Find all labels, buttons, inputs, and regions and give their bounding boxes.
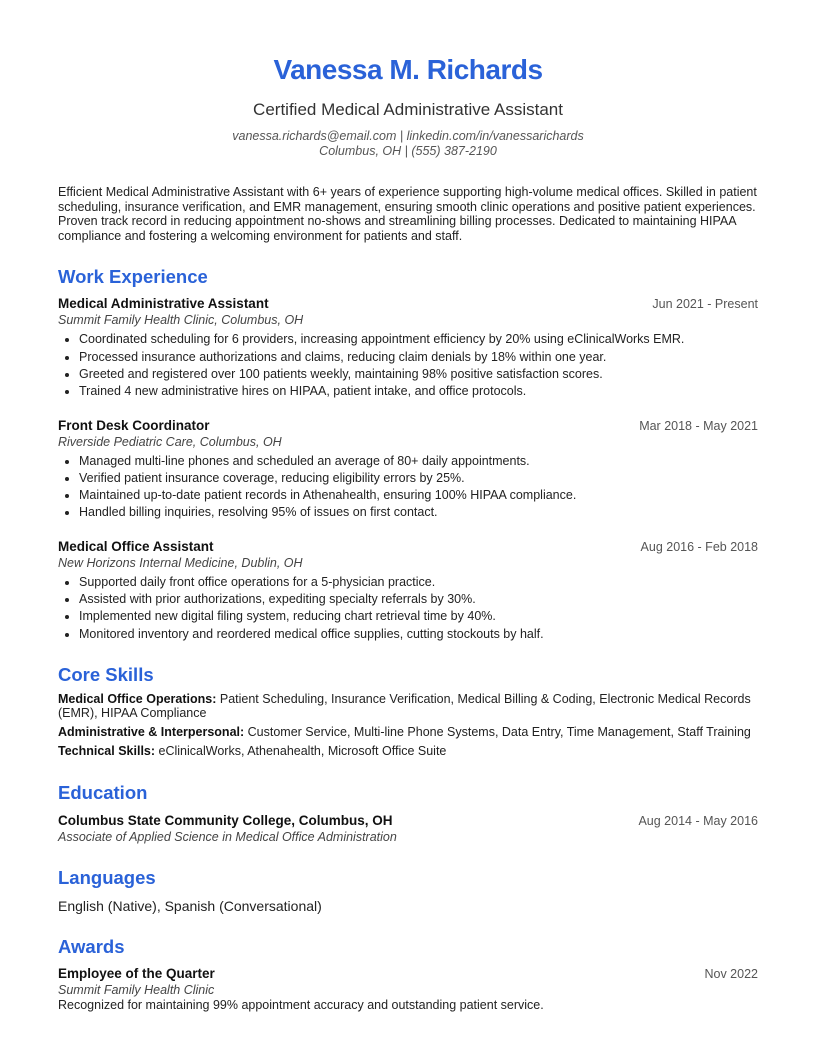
school-name: Columbus State Community College, Columbus, OH — [58, 812, 393, 828]
summary: Efficient Medical Administrative Assistant with 6+ years of experience supporting high-volume medical offices. Skilled in patient scheduling, insurance verification, and EMR management, ensuring smooth clinic operations and positive patient experiences. Proven track record in reducing appointment no-shows and streamlining billing processes. Dedicated to maintaining HIPAA compliance and fostering a welcoming environment for patients and staff. — [58, 185, 757, 243]
bullet-item: • Maintained up-to-date patient records in Athenahealth, ensuring 100% HIPAA compliance. — [79, 487, 758, 504]
education-entry — [58, 813, 758, 845]
bullet-item: • Greeted and registered over 100 patients weekly, maintaining 98% positive satisfaction scores. — [79, 366, 758, 383]
section-title-education: Education — [58, 781, 148, 803]
skill-label: Medical Office Operations: — [58, 691, 217, 706]
degree: Associate of Applied Science in Medical Office Administration — [58, 829, 397, 844]
skill-text: Patient Scheduling, Insurance Verification, Medical Billing & Coding, Electronic Medical Records (EMR), HIPAA Compliance — [58, 691, 751, 720]
skill-label: Administrative & Interpersonal: — [58, 724, 245, 739]
job-organization: New Horizons Internal Medicine, Dublin, OH — [58, 555, 303, 570]
job-organization: Riverside Pediatric Care, Columbus, OH — [58, 434, 282, 449]
award-entry — [58, 966, 758, 1012]
bullet-item: • Coordinated scheduling for 6 providers, increasing appointment efficiency by 20% using eClinicalWorks EMR. — [79, 331, 758, 348]
bullet-item: • Assisted with prior authorizations, expediting specialty referrals by 30%. — [79, 591, 758, 608]
award-description: Recognized for maintaining 99% appointment accuracy and outstanding patient service. — [58, 997, 544, 1012]
skill-text: Customer Service, Multi-line Phone Systems, Data Entry, Time Management, Staff Training — [247, 724, 751, 739]
job-role: Front Desk Coordinator — [58, 417, 210, 433]
job-role: Medical Office Assistant — [58, 538, 214, 554]
job-entry — [58, 539, 758, 643]
job-entry — [58, 418, 758, 522]
languages-text: English (Native), Spanish (Conversational) — [58, 897, 322, 914]
bullet-item: • Monitored inventory and reordered medical office supplies, cutting stockouts by half. — [79, 626, 758, 643]
award-organization: Summit Family Health Clinic — [58, 982, 215, 997]
skill-row — [58, 744, 758, 758]
section-title-core-skills: Core Skills — [58, 663, 154, 685]
headline: Certified Medical Administrative Assistant — [253, 100, 563, 119]
job-dates: Mar 2018 - May 2021 — [639, 418, 758, 433]
job-dates: Jun 2021 - Present — [652, 297, 758, 312]
award-date: Nov 2022 — [704, 966, 758, 981]
section-title-work-experience: Work Experience — [58, 266, 208, 288]
education-dates: Aug 2014 - May 2016 — [638, 813, 758, 828]
job-bullets — [58, 453, 758, 522]
skill-text: eClinicalWorks, Athenahealth, Microsoft Office Suite — [158, 743, 447, 758]
bullet-item: • Handled billing inquiries, resolving 95% of issues on first contact. — [79, 504, 758, 521]
job-role: Medical Administrative Assistant — [58, 296, 269, 312]
skill-row — [58, 692, 758, 720]
job-organization: Summit Family Health Clinic, Columbus, OH — [58, 313, 304, 328]
contact-block — [58, 129, 758, 159]
skill-label: Technical Skills: — [58, 743, 156, 758]
bullet-item: • Trained 4 new administrative hires on HIPAA, patient intake, and office protocols. — [79, 383, 758, 400]
skill-row — [58, 725, 758, 739]
section-title-languages: Languages — [58, 866, 156, 888]
job-entry — [58, 296, 758, 400]
job-dates: Aug 2016 - Feb 2018 — [640, 539, 758, 554]
contact-line-location-phone: Columbus, OH | (555) 387-2190 — [319, 144, 497, 158]
skills-list — [58, 692, 758, 758]
job-bullets — [58, 574, 758, 643]
job-bullets — [58, 331, 758, 400]
bullet-item: • Verified patient insurance coverage, reducing eligibility errors by 25%. — [79, 470, 758, 487]
bullet-item: • Implemented new digital filing system, reducing chart retrieval time by 40%. — [79, 608, 758, 625]
bullet-item: • Supported daily front office operations for a 5-physician practice. — [79, 574, 758, 591]
award-name: Employee of the Quarter — [58, 965, 215, 981]
contact-line-email-linkedin: vanessa.richards@email.com | linkedin.com/in/vanessarichards — [232, 129, 584, 143]
bullet-item: • Processed insurance authorizations and claims, reducing claim denials by 18% within one year. — [79, 349, 758, 366]
bullet-item: • Managed multi-line phones and scheduled an average of 80+ daily appointments. — [79, 453, 758, 470]
candidate-name: Vanessa M. Richards — [273, 54, 543, 85]
section-title-awards: Awards — [58, 935, 125, 957]
